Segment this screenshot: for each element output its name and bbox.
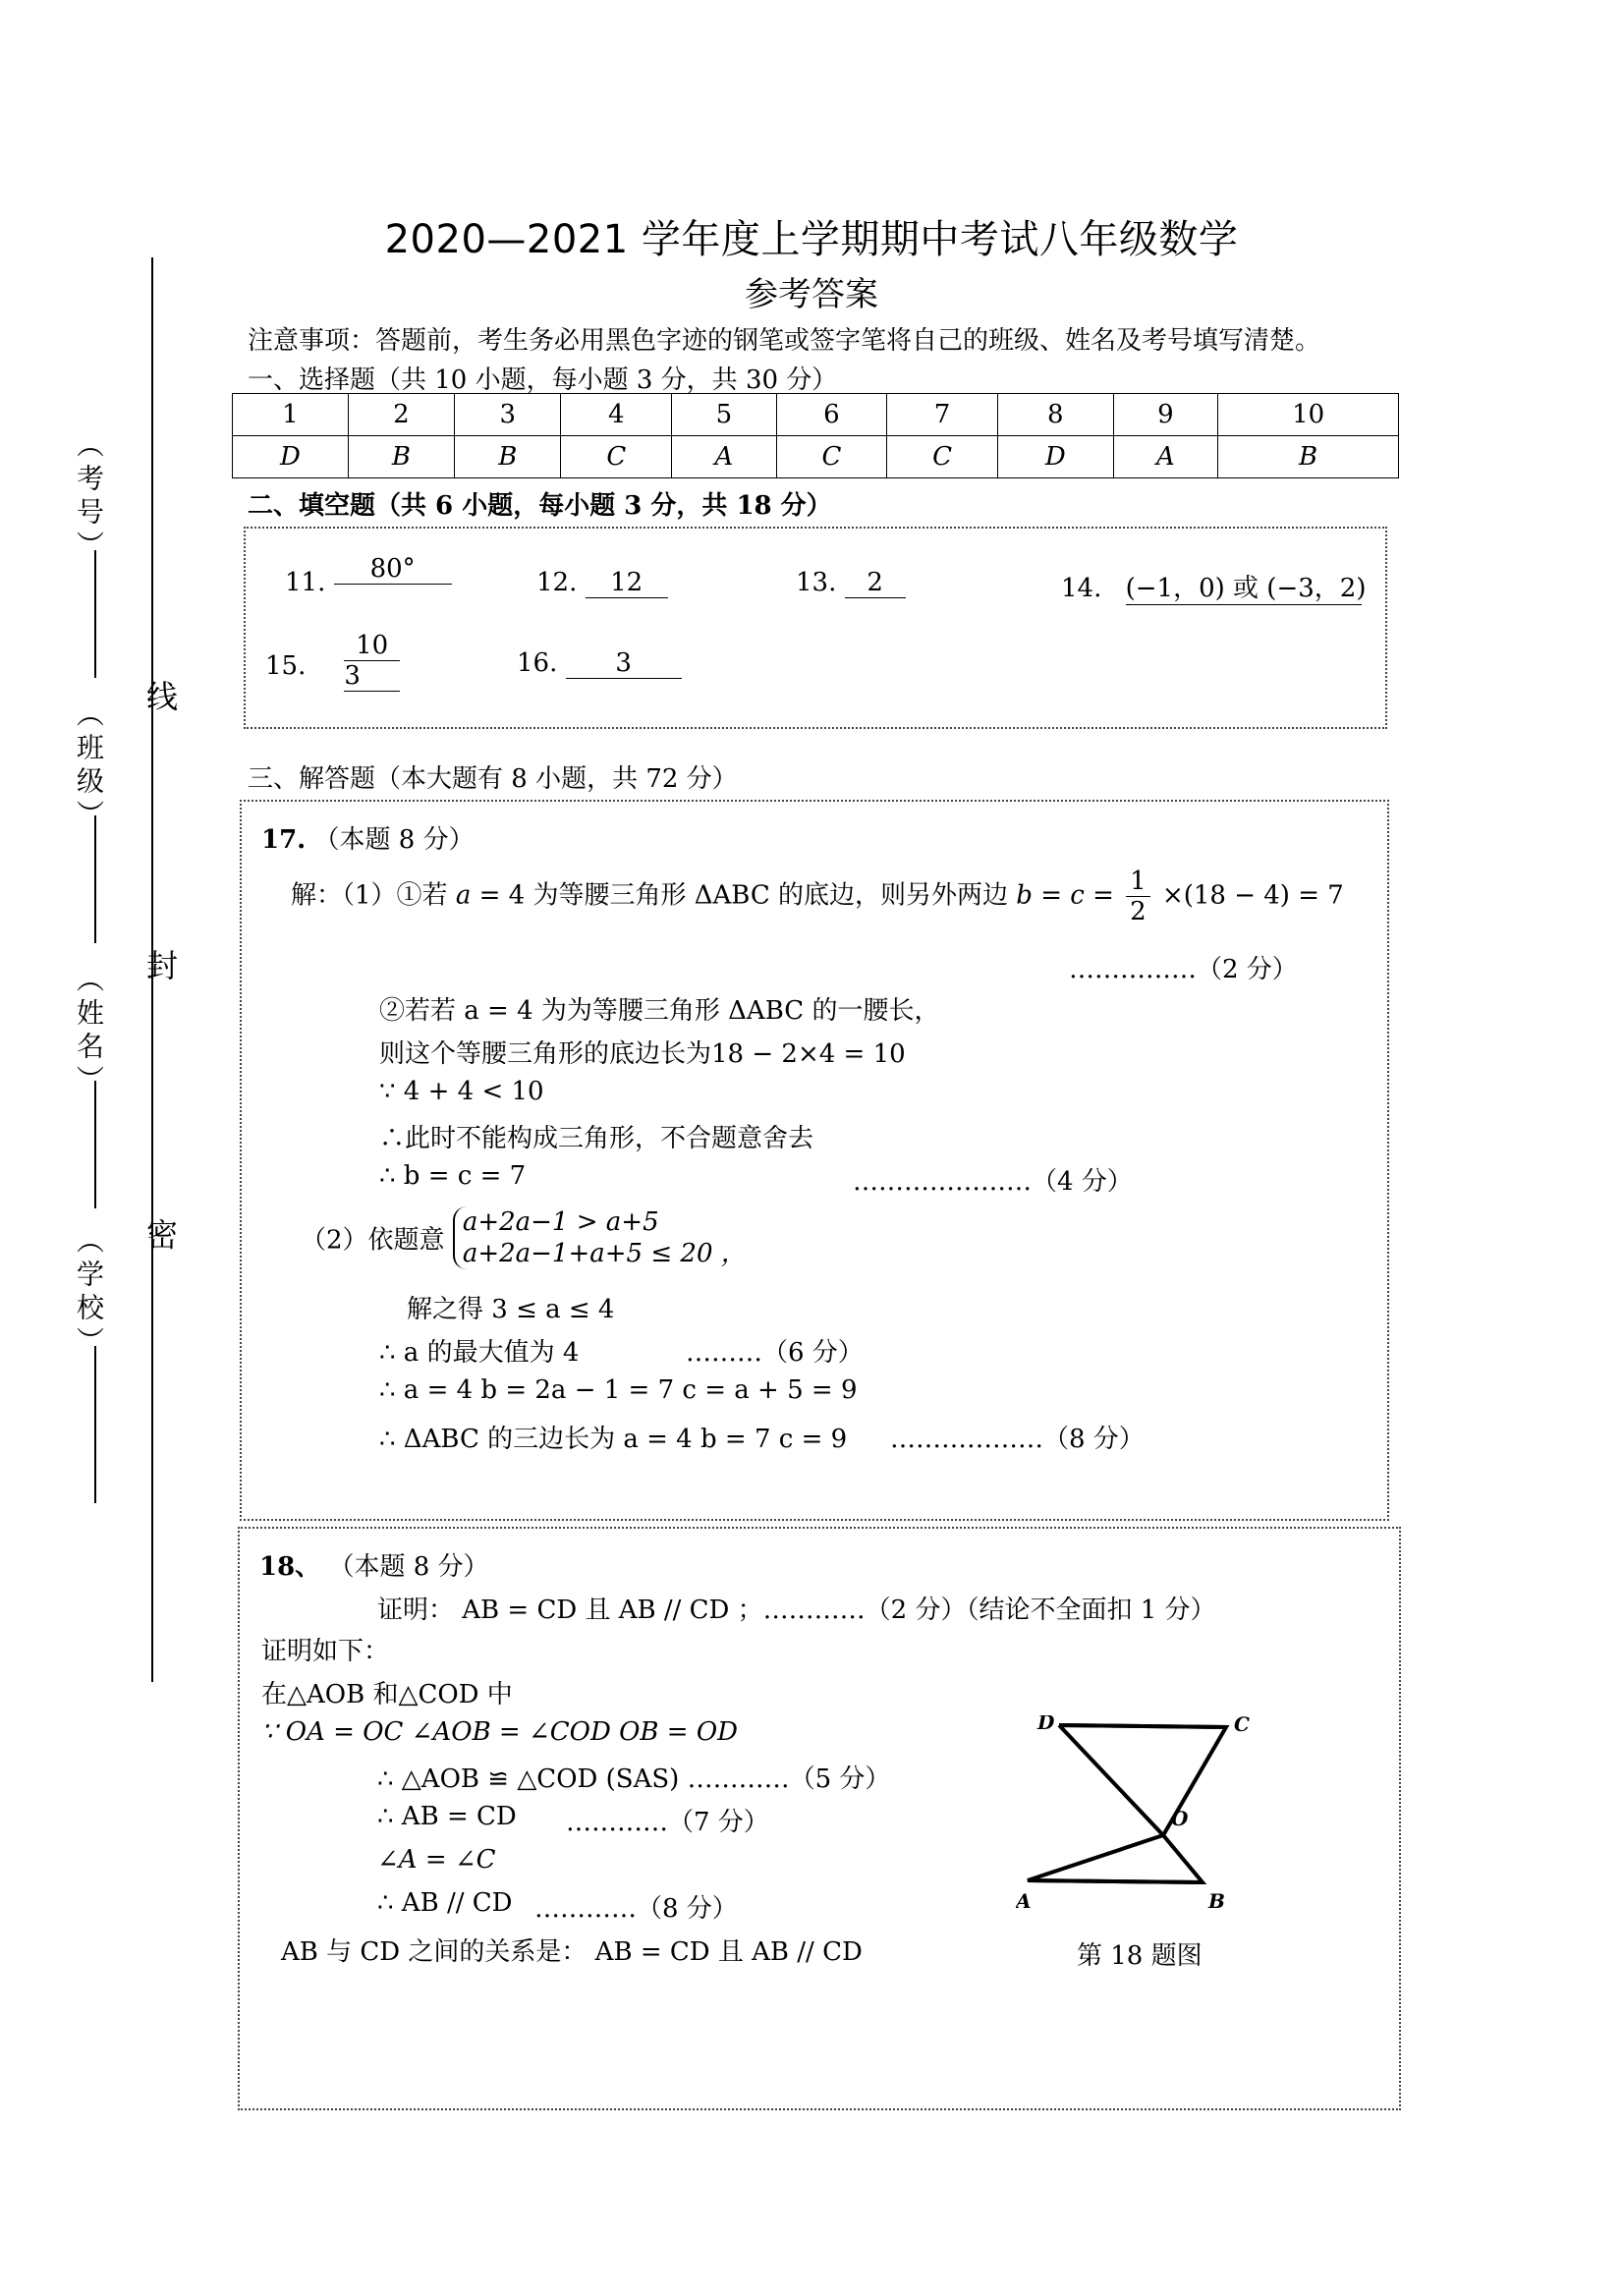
section2-heading: 二、填空题（共 6 小题，每小题 3 分，共 18 分） (248, 491, 832, 521)
q16 (517, 648, 682, 679)
q16-label: 16. (517, 648, 558, 678)
choice-answer: A (672, 436, 777, 478)
section1-heading: 一、选择题（共 10 小题，每小题 3 分，共 30 分） (248, 365, 838, 395)
q18-angles: ∠A = ∠C (377, 1845, 496, 1875)
choice-answer: C (887, 436, 998, 478)
q17-l1-a: a (455, 880, 472, 911)
q18-box (238, 1527, 1401, 2110)
q15-answer (314, 631, 430, 692)
q17-line5: ∴此时不能构成三角形，不合题意舍去 (379, 1124, 814, 1153)
q17-number: 17. (261, 825, 307, 855)
q18-parallel: ∴ AB // CD (377, 1888, 513, 1918)
q18-in-triangles: 在△AOB 和△COD 中 (261, 1680, 513, 1709)
choice-answer: B (348, 436, 454, 478)
q17-l1-fraction (1126, 867, 1150, 926)
q14 (1061, 568, 1367, 605)
q15-numerator: 10 (344, 631, 400, 661)
q15-denominator: 3 (344, 661, 400, 692)
binding-blank-3 (94, 1081, 96, 1208)
choice-answer-table (232, 393, 1399, 478)
q18-prove-intro: 证明如下： (261, 1637, 390, 1666)
choice-number: 10 (1218, 394, 1399, 436)
q17-line4: ∵ 4 + 4 < 10 (379, 1077, 544, 1106)
q17-l1-bc: b = c = (1016, 880, 1114, 911)
q17-l1-score: ……………（2 分） (1069, 955, 1298, 984)
choice-number: 2 (348, 394, 454, 436)
q17-ineq2: a+2a−1+a+5 ≤ 20 ， (462, 1239, 747, 1268)
binding-blank-4 (94, 1346, 96, 1503)
q12-label: 12. (536, 568, 578, 597)
q17-values: ∴ a = 4 b = 2a − 1 = 7 c = a + 5 = 9 (379, 1375, 858, 1405)
figure-dc (1059, 1725, 1226, 1727)
choice-number: 8 (997, 394, 1113, 436)
q17-part2 (301, 1206, 747, 1269)
q17-l1-mid: = 4 为等腰三角形 ΔABC 的底边，则另外两边 (478, 880, 1009, 911)
choice-answer: D (997, 436, 1113, 478)
q11-label: 11. (285, 568, 326, 597)
q18-number: 18、 (259, 1552, 321, 1582)
q18-figure (1016, 1715, 1271, 1932)
q17-ineq1: a+2a−1 > a+5 (462, 1207, 659, 1237)
notice: 注意事项：答题前，考生务必用黑色字迹的钢笔或签字笔将自己的班级、姓名及考号填写清楚。 (248, 326, 1321, 356)
binding-blank-2 (94, 815, 96, 943)
q13-answer: 2 (845, 568, 906, 598)
q17-final-score: ………………（8 分） (890, 1425, 1145, 1454)
section3-heading: 三、解答题（本大题有 8 小题，共 72 分） (248, 764, 738, 794)
choice-number: 9 (1113, 394, 1218, 436)
choice-number: 7 (887, 394, 998, 436)
binding-feng: 封 (141, 949, 179, 980)
q12 (536, 568, 668, 598)
binding-mi: 密 (141, 1218, 179, 1250)
binding-blank-1 (94, 550, 96, 678)
binding-banji: （班级） (73, 700, 105, 833)
q17-max: ∴ a 的最大值为 4 (379, 1338, 580, 1368)
q17-solution: 解之得 3 ≤ a ≤ 4 (407, 1295, 615, 1324)
binding-xuexiao: （学校） (73, 1226, 105, 1360)
binding-xingming: （姓名） (73, 965, 105, 1098)
q15-fraction (344, 631, 400, 692)
choice-answer: B (455, 436, 561, 478)
q13 (796, 568, 906, 598)
q17-l1-post: ×(18 − 4) = 7 (1161, 880, 1344, 911)
q16-answer: 3 (566, 648, 682, 679)
q18-ab-cd-score: …………（7 分） (566, 1808, 769, 1837)
q17-l6-score: …………………（4 分） (853, 1167, 1133, 1197)
fill-blank-box (244, 527, 1387, 729)
q17-inequality-system (453, 1206, 747, 1269)
q15-label: 15. (265, 651, 307, 681)
q17-line3: 则这个等腰三角形的底边长为18 − 2×4 = 10 (379, 1039, 906, 1069)
choice-answer: C (776, 436, 887, 478)
figure-segments-lower (1028, 1835, 1203, 1882)
figure-ab (1028, 1880, 1203, 1882)
q17-max-score: ………（6 分） (686, 1338, 864, 1368)
q14-label: 14. (1061, 574, 1102, 603)
q15 (265, 631, 430, 692)
q12-answer: 12 (586, 568, 668, 598)
q18-ab-cd: ∴ AB = CD (377, 1802, 517, 1831)
label-b: B (1208, 1889, 1225, 1913)
page-title: 2020—2021 学年度上学期期中考试八年级数学 (384, 217, 1239, 262)
q17-l1-denominator: 2 (1130, 897, 1147, 926)
q11 (285, 554, 452, 598)
choice-answer-row (233, 436, 1399, 478)
figure-segments (1059, 1725, 1226, 1835)
q18-congruence: ∴ △AOB ≌ △COD (SAS) …………（5 分） (377, 1764, 891, 1794)
choice-number: 6 (776, 394, 887, 436)
q14-answer: (−1，0) 或 (−3，2) (1126, 568, 1362, 605)
q18-claim: 证明： AB = CD 且 AB // CD ；…………（2 分）（结论不全面扣 1 分） (377, 1596, 1216, 1625)
q17-final: ∴ ΔABC 的三边长为 a = 4 b = 7 c = 9 (379, 1425, 848, 1454)
q17-points: （本题 8 分） (313, 825, 475, 855)
choice-number: 3 (455, 394, 561, 436)
page-subtitle: 参考答案 (745, 275, 878, 314)
binding-xian: 线 (141, 680, 179, 711)
q17-box (240, 800, 1389, 1521)
choice-answer: C (561, 436, 672, 478)
q17-l1-pre: 解：（1）①若 (291, 880, 448, 911)
choice-number: 1 (233, 394, 349, 436)
q18-figure-caption: 第 18 题图 (1077, 1941, 1203, 1971)
q17-title (261, 819, 475, 856)
q17-p2-pre: （2）依题意 (301, 1225, 445, 1256)
q18-given: ∵ OA = OC ∠AOB = ∠COD OB = OD (261, 1717, 738, 1747)
choice-number-row (233, 394, 1399, 436)
q17-l1-numerator: 1 (1126, 867, 1150, 897)
q17-line2: ②若若 a = 4 为为等腰三角形 ΔABC 的一腰长， (379, 996, 940, 1026)
q18-relation: AB 与 CD 之间的关系是： AB = CD 且 AB // CD (281, 1937, 863, 1967)
label-a: A (1016, 1889, 1032, 1913)
choice-answer: D (233, 436, 349, 478)
label-c: C (1234, 1715, 1250, 1736)
choice-answer: A (1113, 436, 1218, 478)
q17-line1 (291, 867, 1344, 926)
choice-answer: B (1218, 436, 1399, 478)
label-o: O (1171, 1807, 1189, 1830)
q18-title (259, 1546, 489, 1583)
q18-parallel-score: …………（8 分） (534, 1894, 738, 1924)
label-d: D (1037, 1715, 1055, 1734)
q17-line6: ∴ b = c = 7 (379, 1161, 527, 1191)
choice-number: 4 (561, 394, 672, 436)
choice-number: 5 (672, 394, 777, 436)
q11-answer: 80° (334, 554, 452, 585)
q13-label: 13. (796, 568, 837, 597)
q18-points: （本题 8 分） (328, 1552, 489, 1582)
binding-kaohao: （考号） (73, 430, 105, 564)
